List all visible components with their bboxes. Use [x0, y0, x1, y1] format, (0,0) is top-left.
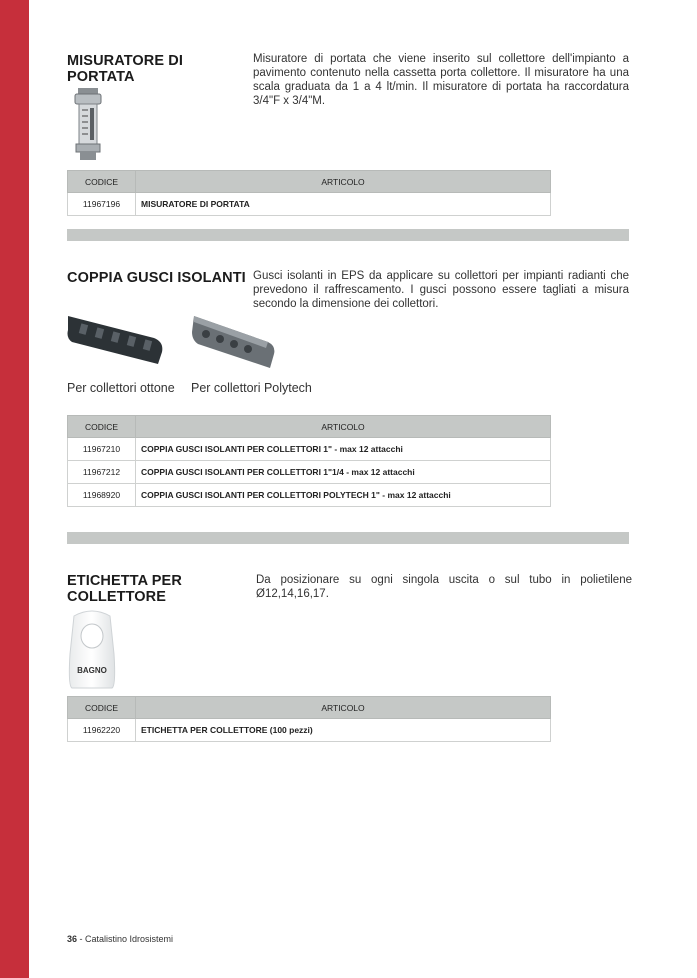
- flow-meter-hex: [75, 94, 101, 104]
- column-header-code: CODICE: [68, 697, 136, 719]
- product-code: 11962220: [68, 719, 136, 742]
- table-row: [68, 461, 551, 484]
- section-description-gusci: Gusci isolanti in EPS da applicare su collettori per impianti radianti che prevedono il raffrescamento. I gusci possono essere tagliati a misura secondo la dimensione dei collettori.: [253, 270, 629, 310]
- product-code: 11968920: [68, 484, 136, 507]
- column-header-article: ARTICOLO: [136, 416, 551, 438]
- product-article: MISURATORE DI PORTATA: [136, 193, 551, 216]
- table-row: [68, 438, 551, 461]
- section-title-etichetta: ETICHETTA PER COLLETTORE: [67, 573, 182, 605]
- column-header-article: ARTICOLO: [136, 171, 551, 193]
- section-divider: [67, 229, 629, 241]
- section-divider: [67, 532, 629, 544]
- section-title-misuratore: MISURATORE DI PORTATA: [67, 53, 183, 85]
- brass-insulation-shell-image: [66, 312, 166, 368]
- polytech-insulation-shell-image: [190, 312, 278, 372]
- table-header-row: [68, 416, 551, 438]
- table-header-row: [68, 171, 551, 193]
- section-description-misuratore: Misuratore di portata che viene inserito sul collettore dell'impianto a pavimento contenuto nella cassetta porta collettore. Il misuratore ha una scala graduata da 1 a 4 lt/min. Il misuratore di portata ha raccordatura 3/4"F x 3/4"M.: [253, 53, 629, 107]
- table-header-row: [68, 697, 551, 719]
- section-description-etichetta: Da posizionare su ogni singola uscita o sul tubo in polietilene Ø12,14,16,17.: [256, 574, 632, 600]
- product-article: COPPIA GUSCI ISOLANTI PER COLLETTORI POLYTECH 1" - max 12 attacchi: [136, 484, 551, 507]
- tag-label: BAGNO: [77, 666, 107, 675]
- product-article: COPPIA GUSCI ISOLANTI PER COLLETTORI 1" - max 12 attacchi: [136, 438, 551, 461]
- table-row: [68, 719, 551, 742]
- table-row: [68, 193, 551, 216]
- product-code: 11967212: [68, 461, 136, 484]
- product-table-gusci: [67, 415, 551, 507]
- flow-meter-thread: [80, 152, 96, 160]
- column-header-article: ARTICOLO: [136, 697, 551, 719]
- page-footer: [67, 934, 173, 944]
- flow-meter-image: [70, 88, 106, 160]
- catalog-name: - Catalistino Idrosistemi: [77, 934, 174, 944]
- section-title-gusci: COPPIA GUSCI ISOLANTI: [67, 270, 246, 286]
- product-article: COPPIA GUSCI ISOLANTI PER COLLETTORI 1"1/4 - max 12 attacchi: [136, 461, 551, 484]
- product-article: ETICHETTA PER COLLETTORE (100 pezzi): [136, 719, 551, 742]
- product-code: 11967210: [68, 438, 136, 461]
- product-table-misuratore: [67, 170, 551, 216]
- column-header-code: CODICE: [68, 416, 136, 438]
- side-accent-bar: [0, 0, 29, 978]
- column-header-code: CODICE: [68, 171, 136, 193]
- caption-polytech-collectors: Per collettori Polytech: [191, 381, 312, 395]
- collector-tag-image: [68, 610, 116, 690]
- caption-brass-collectors: Per collettori ottone: [67, 381, 175, 395]
- product-table-etichetta: [67, 696, 551, 742]
- page-number: 36: [67, 934, 78, 944]
- flow-meter-bottom-nut: [76, 144, 100, 152]
- flow-meter-indicator: [90, 108, 94, 140]
- table-row: [68, 484, 551, 507]
- tag-shape: [68, 610, 116, 690]
- product-code: 11967196: [68, 193, 136, 216]
